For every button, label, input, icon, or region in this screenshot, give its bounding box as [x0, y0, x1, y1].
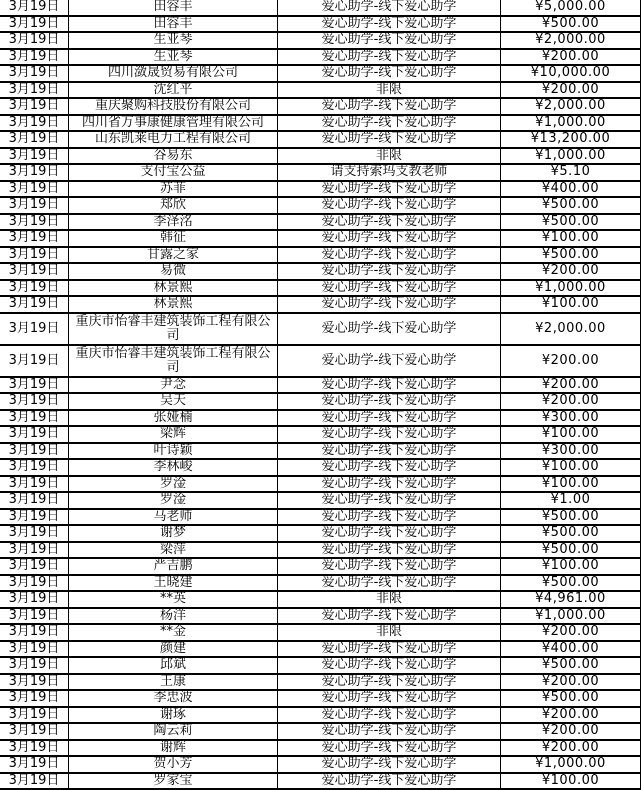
purpose-cell: 爱心助学-线下爱心助学	[278, 690, 501, 707]
date-cell: 3月19日	[0, 230, 69, 247]
table-row	[0, 591, 641, 608]
name-cell	[69, 313, 278, 345]
date-cell: 3月19日	[0, 509, 69, 526]
amount-cell: ¥1,000.00	[501, 148, 641, 165]
donor-name-text: 邱斌	[159, 657, 186, 672]
donor-name-text: 谢辉	[159, 739, 186, 755]
name-cell	[69, 443, 278, 460]
amount-cell: ¥500.00	[501, 525, 641, 542]
donor-name-text: 四川省万事康健康管理有限公司	[81, 114, 264, 130]
name-cell	[69, 197, 278, 214]
amount-cell: ¥1,000.00	[501, 115, 641, 132]
date-cell: 3月19日	[0, 197, 69, 214]
donor-name-text: 李忠波	[153, 690, 193, 705]
purpose-cell: 爱心助学-线下爱心助学	[278, 410, 501, 427]
amount-cell: ¥200.00	[501, 624, 641, 641]
date-cell: 3月19日	[0, 65, 69, 82]
amount-cell: ¥200.00	[501, 377, 641, 394]
amount-cell: ¥2,000.00	[501, 313, 641, 345]
donor-name-text: 颜建	[159, 640, 186, 656]
purpose-cell: 爱心助学-线下爱心助学	[278, 443, 501, 460]
donor-name-text: 马老师	[153, 508, 193, 524]
amount-cell: ¥200.00	[501, 82, 641, 99]
purpose-cell: 爱心助学-线下爱心助学	[278, 707, 501, 724]
donor-name-text: 林景熙	[153, 296, 193, 311]
date-cell: 3月19日	[0, 624, 69, 641]
donor-name-text: **金	[159, 624, 186, 639]
name-cell	[69, 98, 278, 115]
table-row	[0, 575, 641, 592]
purpose-cell: 爱心助学-线下爱心助学	[278, 313, 501, 345]
date-cell: 3月19日	[0, 16, 69, 33]
table-row	[0, 773, 641, 790]
name-cell	[69, 131, 278, 148]
purpose-cell: 爱心助学-线下爱心助学	[278, 197, 501, 214]
amount-cell: ¥4,961.00	[501, 591, 641, 608]
donor-name-text: 杨洋	[159, 607, 186, 623]
donor-name-text: 生亚琴	[153, 48, 193, 64]
donor-name-text: 贺小芳	[153, 756, 193, 771]
purpose-cell: 爱心助学-线下爱心助学	[278, 459, 501, 476]
table-row	[0, 641, 641, 658]
purpose-cell: 非限	[278, 148, 501, 165]
date-cell: 3月19日	[0, 525, 69, 542]
amount-cell: ¥300.00	[501, 443, 641, 460]
purpose-cell: 爱心助学-线下爱心助学	[278, 377, 501, 394]
table-row	[0, 82, 641, 99]
donor-name-text: 田容丰	[153, 15, 193, 31]
table-row	[0, 263, 641, 280]
amount-cell: ¥200.00	[501, 740, 641, 757]
purpose-cell: 爱心助学-线下爱心助学	[278, 98, 501, 115]
table-row	[0, 280, 641, 297]
date-cell: 3月19日	[0, 641, 69, 658]
table-row	[0, 476, 641, 493]
table-row	[0, 247, 641, 264]
purpose-cell: 爱心助学-线下爱心助学	[278, 558, 501, 575]
table-row	[0, 115, 641, 132]
date-cell: 3月19日	[0, 657, 69, 674]
table-row	[0, 49, 641, 66]
amount-cell: ¥400.00	[501, 641, 641, 658]
purpose-cell: 爱心助学-线下爱心助学	[278, 32, 501, 49]
table-row	[0, 756, 641, 773]
amount-cell: ¥100.00	[501, 230, 641, 247]
date-cell: 3月19日	[0, 773, 69, 790]
amount-cell: ¥500.00	[501, 247, 641, 264]
amount-cell: ¥500.00	[501, 575, 641, 592]
donor-name-text: 尹念	[159, 376, 186, 392]
date-cell: 3月19日	[0, 0, 69, 16]
name-cell	[69, 49, 278, 66]
donor-name-text: 张娅楠	[153, 409, 193, 425]
amount-cell: ¥2,000.00	[501, 98, 641, 115]
purpose-cell: 爱心助学-线下爱心助学	[278, 16, 501, 33]
name-cell	[69, 773, 278, 790]
purpose-cell: 爱心助学-线下爱心助学	[278, 657, 501, 674]
donor-name-text: 重庆聚购科技股份有限公司	[94, 98, 251, 113]
date-cell: 3月19日	[0, 131, 69, 148]
purpose-cell: 爱心助学-线下爱心助学	[278, 773, 501, 790]
name-cell	[69, 230, 278, 247]
date-cell: 3月19日	[0, 426, 69, 443]
date-cell: 3月19日	[0, 280, 69, 297]
purpose-cell: 爱心助学-线下爱心助学	[278, 525, 501, 542]
amount-cell: ¥300.00	[501, 410, 641, 427]
donor-name-text: 沈红平	[153, 81, 193, 97]
date-cell: 3月19日	[0, 263, 69, 280]
amount-cell: ¥400.00	[501, 181, 641, 198]
donor-name-text: 罗家宝	[153, 772, 193, 788]
table-row	[0, 624, 641, 641]
table-row	[0, 65, 641, 82]
date-cell: 3月19日	[0, 410, 69, 427]
donor-name-text: 王晓建	[153, 574, 193, 590]
donor-name-text: 谢梦	[159, 525, 186, 540]
donor-name-text: 罗淦	[159, 492, 186, 507]
date-cell: 3月19日	[0, 459, 69, 476]
date-cell: 3月19日	[0, 32, 69, 49]
table-row	[0, 525, 641, 542]
amount-cell: ¥200.00	[501, 674, 641, 691]
donor-name-text: 陶云莉	[153, 723, 193, 738]
date-cell: 3月19日	[0, 345, 69, 377]
date-cell: 3月19日	[0, 756, 69, 773]
name-cell	[69, 624, 278, 641]
date-cell: 3月19日	[0, 115, 69, 132]
amount-cell: ¥1,000.00	[501, 608, 641, 625]
amount-cell: ¥500.00	[501, 542, 641, 559]
table-row	[0, 148, 641, 165]
name-cell	[69, 509, 278, 526]
donor-name-text: 林景熙	[153, 279, 193, 295]
purpose-cell: 爱心助学-线下爱心助学	[278, 115, 501, 132]
name-cell	[69, 459, 278, 476]
purpose-cell: 请支持索玛支教老师	[278, 164, 501, 181]
name-cell	[69, 296, 278, 313]
amount-cell: ¥200.00	[501, 345, 641, 377]
table-row	[0, 707, 641, 724]
purpose-cell: 爱心助学-线下爱心助学	[278, 756, 501, 773]
amount-cell: ¥200.00	[501, 723, 641, 740]
amount-cell: ¥200.00	[501, 49, 641, 66]
name-cell	[69, 0, 278, 16]
amount-cell: ¥100.00	[501, 426, 641, 443]
name-cell	[69, 164, 278, 181]
purpose-cell: 爱心助学-线下爱心助学	[278, 296, 501, 313]
table-row	[0, 542, 641, 559]
date-cell: 3月19日	[0, 247, 69, 264]
name-cell	[69, 148, 278, 165]
name-cell	[69, 247, 278, 264]
amount-cell: ¥500.00	[501, 214, 641, 231]
amount-cell: ¥5.10	[501, 164, 641, 181]
donor-name-text: 山东凯莱电力工程有限公司	[94, 131, 251, 146]
date-cell: 3月19日	[0, 476, 69, 493]
date-cell: 3月19日	[0, 148, 69, 165]
amount-cell: ¥13,200.00	[501, 131, 641, 148]
date-cell: 3月19日	[0, 214, 69, 231]
name-cell	[69, 558, 278, 575]
amount-cell: ¥100.00	[501, 773, 641, 790]
purpose-cell: 爱心助学-线下爱心助学	[278, 509, 501, 526]
table-row	[0, 657, 641, 674]
name-cell	[69, 657, 278, 674]
name-cell	[69, 345, 278, 377]
table-row	[0, 131, 641, 148]
name-cell	[69, 707, 278, 724]
table-row	[0, 740, 641, 757]
donor-name-text: 郑欣	[159, 197, 186, 212]
name-cell	[69, 674, 278, 691]
table-row	[0, 197, 641, 214]
name-cell	[69, 756, 278, 773]
purpose-cell: 爱心助学-线下爱心助学	[278, 641, 501, 658]
purpose-cell: 爱心助学-线下爱心助学	[278, 65, 501, 82]
purpose-cell: 非限	[278, 591, 501, 608]
amount-cell: ¥1,000.00	[501, 280, 641, 297]
date-cell: 3月19日	[0, 591, 69, 608]
name-cell	[69, 181, 278, 198]
date-cell: 3月19日	[0, 443, 69, 460]
table-row	[0, 690, 641, 707]
purpose-cell: 爱心助学-线下爱心助学	[278, 476, 501, 493]
table-row	[0, 296, 641, 313]
date-cell: 3月19日	[0, 690, 69, 707]
date-cell: 3月19日	[0, 707, 69, 724]
donor-name-text: 李泽洺	[153, 213, 193, 229]
table-row	[0, 164, 641, 181]
name-cell	[69, 410, 278, 427]
table-row	[0, 723, 641, 740]
date-cell: 3月19日	[0, 377, 69, 394]
table-row	[0, 492, 641, 509]
name-cell	[69, 641, 278, 658]
date-cell: 3月19日	[0, 740, 69, 757]
date-cell: 3月19日	[0, 181, 69, 198]
donor-name-text: 重庆市怡睿丰建筑装饰工程有限公司	[75, 345, 271, 375]
donor-name-text: 谷易东	[153, 147, 193, 163]
amount-cell: ¥500.00	[501, 16, 641, 33]
donor-name-text: 叶诗颖	[153, 442, 193, 458]
table-row	[0, 230, 641, 247]
purpose-cell: 非限	[278, 624, 501, 641]
table-row	[0, 181, 641, 198]
donor-name-text: 韩征	[159, 230, 186, 245]
donor-name-text: 严吉鹏	[153, 558, 193, 573]
purpose-cell: 爱心助学-线下爱心助学	[278, 345, 501, 377]
name-cell	[69, 65, 278, 82]
table-row	[0, 98, 641, 115]
name-cell	[69, 575, 278, 592]
date-cell: 3月19日	[0, 674, 69, 691]
table-row	[0, 558, 641, 575]
purpose-cell: 爱心助学-线下爱心助学	[278, 247, 501, 264]
name-cell	[69, 492, 278, 509]
purpose-cell: 爱心助学-线下爱心助学	[278, 263, 501, 280]
name-cell	[69, 723, 278, 740]
amount-cell: ¥10,000.00	[501, 65, 641, 82]
donor-name-text: 田容丰	[153, 0, 193, 14]
name-cell	[69, 591, 278, 608]
purpose-cell: 爱心助学-线下爱心助学	[278, 740, 501, 757]
amount-cell: ¥500.00	[501, 690, 641, 707]
date-cell: 3月19日	[0, 608, 69, 625]
donor-name-text: 易微	[159, 263, 186, 278]
table-row	[0, 608, 641, 625]
name-cell	[69, 115, 278, 132]
amount-cell: ¥100.00	[501, 476, 641, 493]
table-row	[0, 313, 641, 345]
amount-cell: ¥5,000.00	[501, 0, 641, 16]
purpose-cell: 爱心助学-线下爱心助学	[278, 723, 501, 740]
table-row	[0, 443, 641, 460]
date-cell: 3月19日	[0, 492, 69, 509]
date-cell: 3月19日	[0, 82, 69, 99]
name-cell	[69, 82, 278, 99]
donor-name-text: 四川潋晟贸易有限公司	[107, 65, 238, 80]
date-cell: 3月19日	[0, 723, 69, 740]
purpose-cell: 爱心助学-线下爱心助学	[278, 575, 501, 592]
donor-name-text: 生亚琴	[153, 32, 193, 47]
name-cell	[69, 426, 278, 443]
donor-name-text: 重庆市怡睿丰建筑装饰工程有限公司	[75, 313, 271, 343]
table-row	[0, 410, 641, 427]
date-cell: 3月19日	[0, 542, 69, 559]
amount-cell: ¥200.00	[501, 393, 641, 410]
table-row	[0, 674, 641, 691]
donor-name-text: 王康	[159, 673, 186, 689]
purpose-cell: 爱心助学-线下爱心助学	[278, 280, 501, 297]
donor-name-text: **英	[159, 591, 186, 606]
donor-name-text: 支付宝公益	[140, 164, 206, 179]
purpose-cell: 爱心助学-线下爱心助学	[278, 608, 501, 625]
amount-cell: ¥100.00	[501, 459, 641, 476]
date-cell: 3月19日	[0, 164, 69, 181]
purpose-cell: 爱心助学-线下爱心助学	[278, 214, 501, 231]
date-cell: 3月19日	[0, 49, 69, 66]
purpose-cell: 爱心助学-线下爱心助学	[278, 131, 501, 148]
table-row	[0, 393, 641, 410]
date-cell: 3月19日	[0, 98, 69, 115]
table-row	[0, 509, 641, 526]
purpose-cell: 爱心助学-线下爱心助学	[278, 492, 501, 509]
table-row	[0, 16, 641, 33]
purpose-cell: 爱心助学-线下爱心助学	[278, 230, 501, 247]
name-cell	[69, 32, 278, 49]
name-cell	[69, 690, 278, 707]
name-cell	[69, 16, 278, 33]
name-cell	[69, 280, 278, 297]
purpose-cell: 爱心助学-线下爱心助学	[278, 542, 501, 559]
amount-cell: ¥100.00	[501, 558, 641, 575]
purpose-cell: 爱心助学-线下爱心助学	[278, 0, 501, 16]
table-row	[0, 459, 641, 476]
purpose-cell: 爱心助学-线下爱心助学	[278, 393, 501, 410]
donor-name-text: 苏菲	[159, 180, 186, 196]
name-cell	[69, 263, 278, 280]
table-row	[0, 214, 641, 231]
name-cell	[69, 525, 278, 542]
purpose-cell: 爱心助学-线下爱心助学	[278, 49, 501, 66]
purpose-cell: 爱心助学-线下爱心助学	[278, 674, 501, 691]
table-row	[0, 426, 641, 443]
donor-name-text: 梁辉	[159, 426, 186, 441]
table-row	[0, 377, 641, 394]
donor-name-text: 谢琢	[159, 706, 186, 722]
date-cell: 3月19日	[0, 313, 69, 345]
date-cell: 3月19日	[0, 575, 69, 592]
amount-cell: ¥2,000.00	[501, 32, 641, 49]
donor-name-text: 李林峻	[153, 459, 193, 474]
amount-cell: ¥1.00	[501, 492, 641, 509]
name-cell	[69, 377, 278, 394]
table-row	[0, 0, 641, 16]
date-cell: 3月19日	[0, 393, 69, 410]
purpose-cell: 爱心助学-线下爱心助学	[278, 426, 501, 443]
table-row	[0, 32, 641, 49]
amount-cell: ¥200.00	[501, 707, 641, 724]
donor-name-text: 甘露之家	[146, 246, 199, 262]
date-cell: 3月19日	[0, 558, 69, 575]
purpose-cell: 非限	[278, 82, 501, 99]
name-cell	[69, 608, 278, 625]
date-cell: 3月19日	[0, 296, 69, 313]
amount-cell: ¥200.00	[501, 263, 641, 280]
name-cell	[69, 542, 278, 559]
donor-name-text: 梁萍	[159, 541, 186, 557]
donor-name-text: 罗淦	[159, 475, 186, 491]
amount-cell: ¥500.00	[501, 657, 641, 674]
purpose-cell: 爱心助学-线下爱心助学	[278, 181, 501, 198]
amount-cell: ¥100.00	[501, 296, 641, 313]
amount-cell: ¥500.00	[501, 197, 641, 214]
donor-name-text: 吴天	[159, 393, 186, 408]
name-cell	[69, 476, 278, 493]
name-cell	[69, 214, 278, 231]
name-cell	[69, 393, 278, 410]
table-row	[0, 345, 641, 377]
amount-cell: ¥1,000.00	[501, 756, 641, 773]
name-cell	[69, 740, 278, 757]
amount-cell: ¥500.00	[501, 509, 641, 526]
